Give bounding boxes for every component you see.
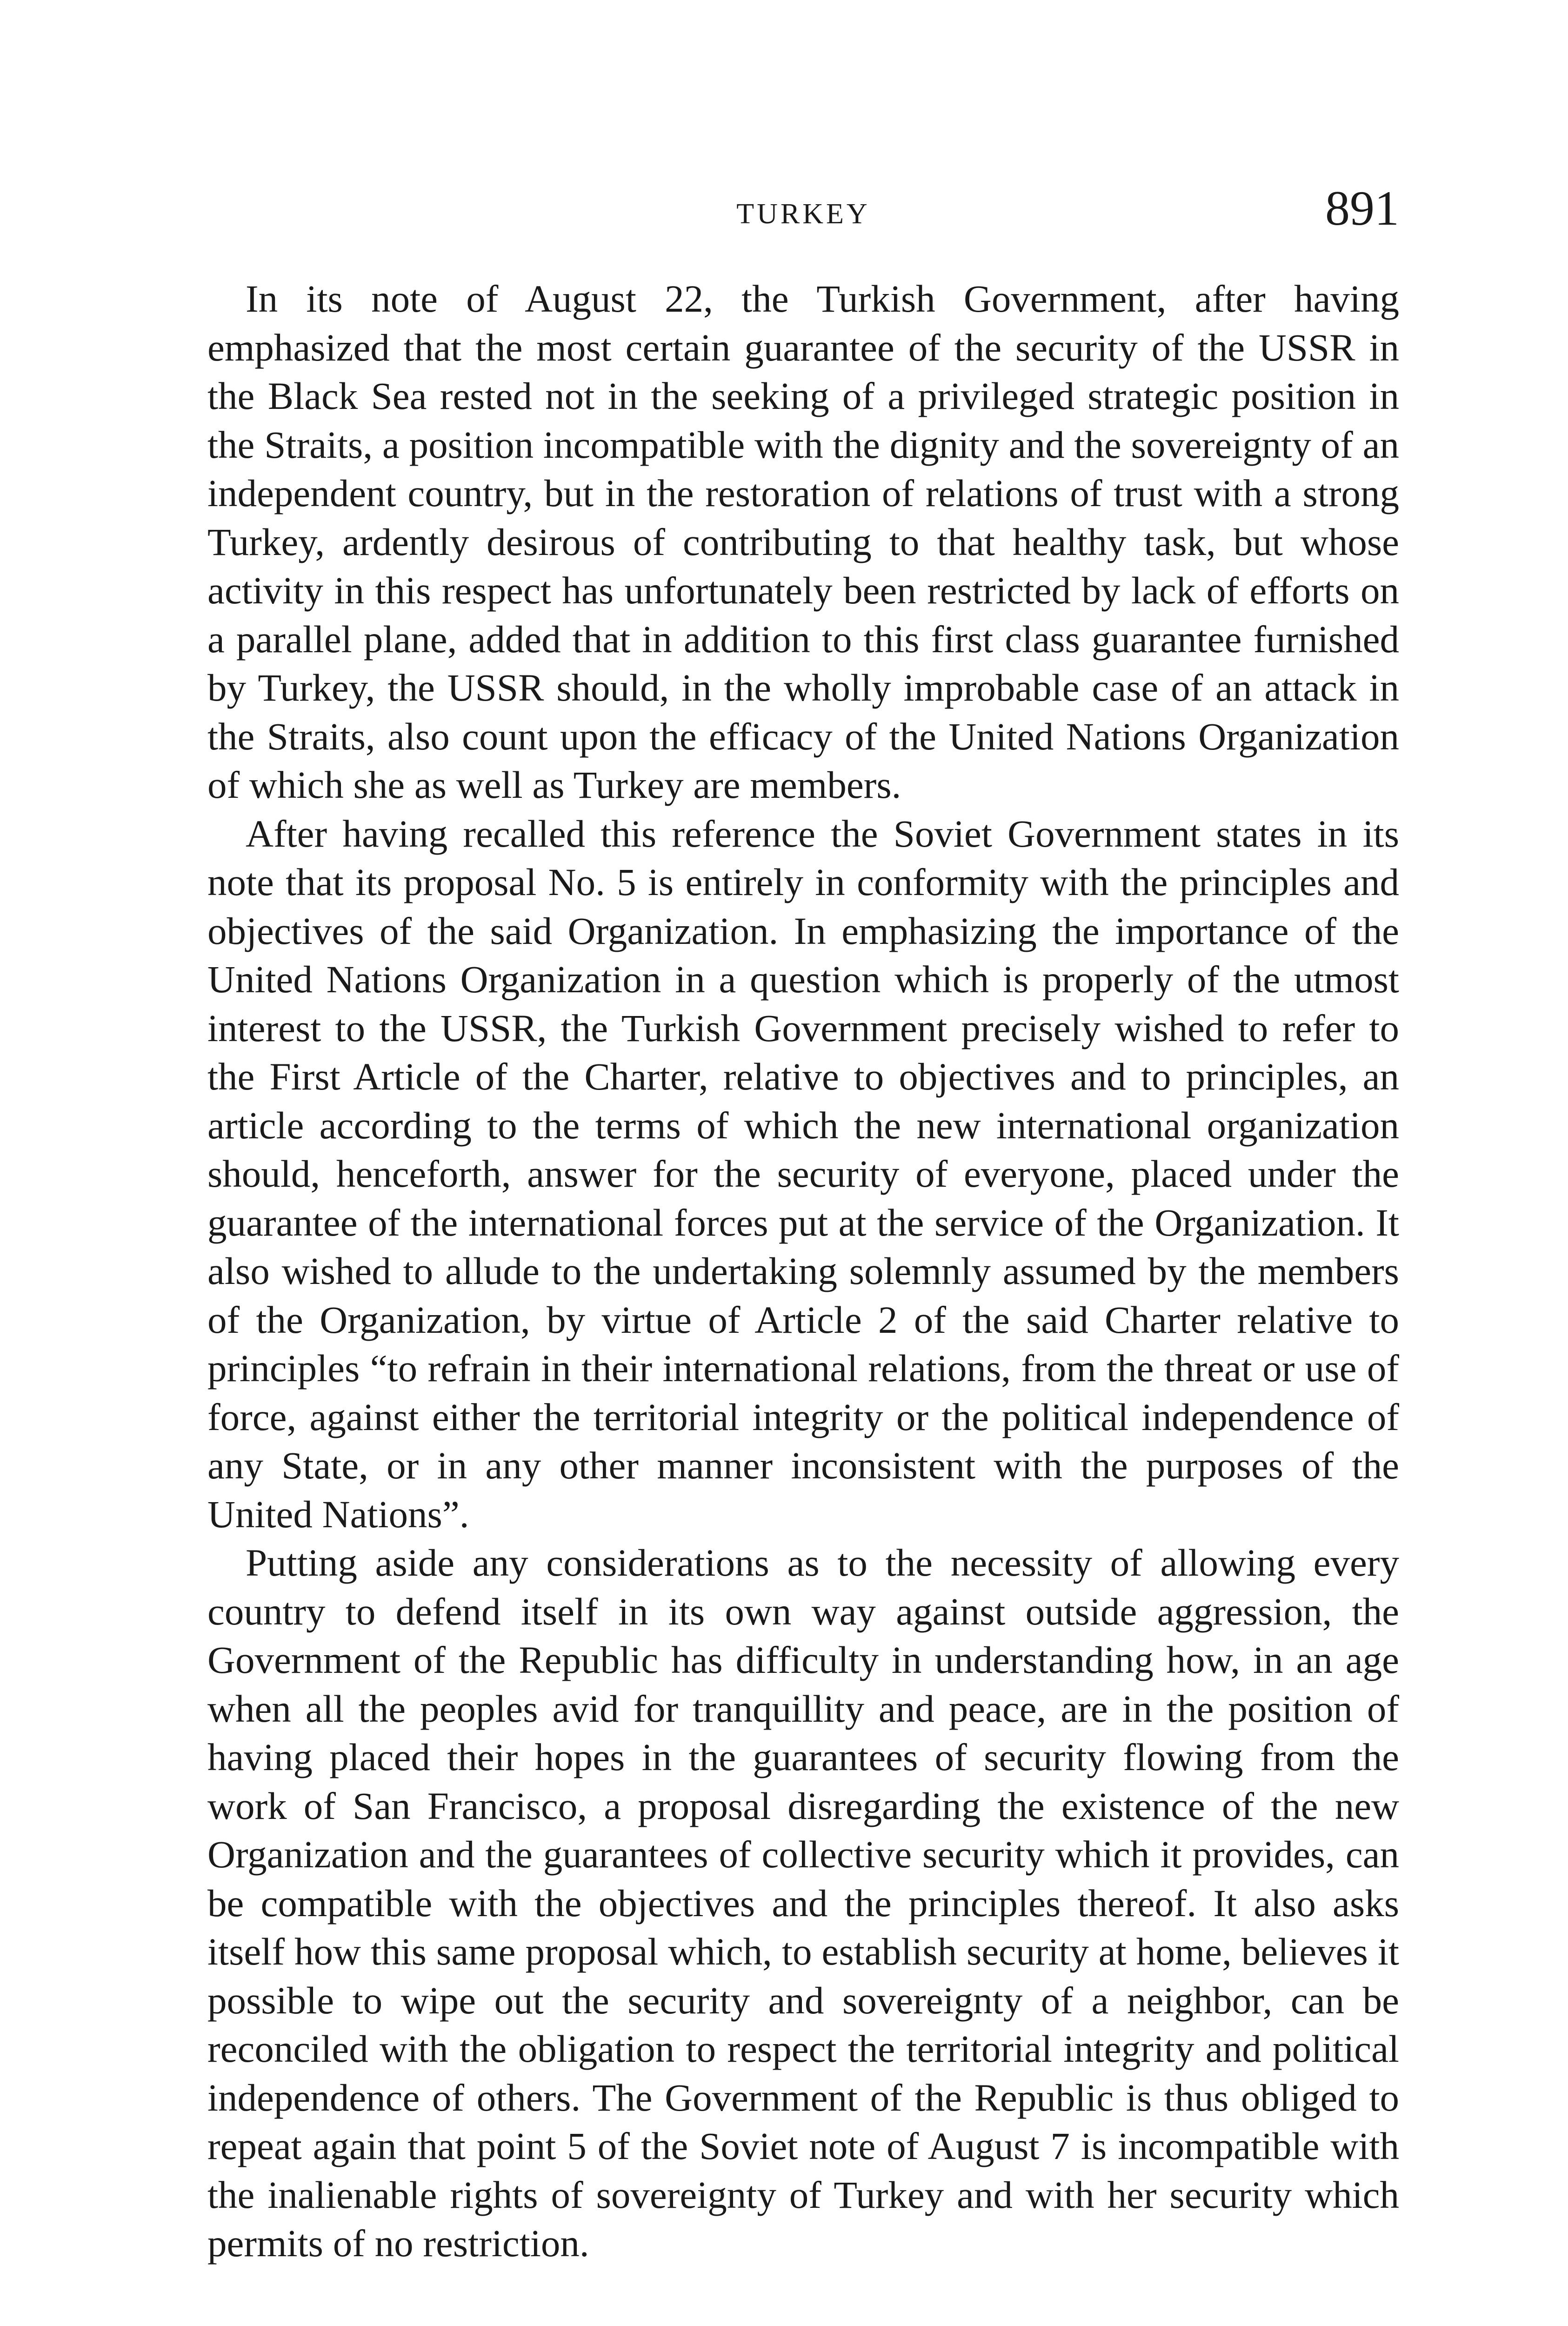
page-header [207,181,1399,254]
page-number: 891 [1325,181,1399,235]
running-head: TURKEY [736,198,870,230]
paragraph-3: Putting aside any considerations as to the necessity of allowing every country to defend itself in its own way against outside aggression, the Government of the Republic has difficulty in understanding how, in an age when all the peoples avid for tranquillity and peace, are in the position of having placed their hopes in the guarantees of security flowing from the work of San Francisco, a proposal disregarding the existence of the new Organization and the guarantees of collective security which it provides, can be compatible with the objectives and the principles thereof. It also asks itself how this same proposal which, to establish security at home, believes it possible to wipe out the security and sovereignty of a neighbor, can be reconciled with the obligation to respect the territorial integrity and political independence of others. The Government of the Republic is thus obliged to repeat again that point 5 of the Soviet note of August 7 is incompatible with the inalienable rights of sovereignty of Turkey and with her security which permits of no restriction. [207,1541,1399,2265]
paragraph-2: After having recalled this reference the Soviet Government states in its note that its proposal No. 5 is entirely in conformity with the principles and objectives of the said Organization. In emphasizing the importance of the United Nations Organization in a question which is properly of the utmost interest to the USSR, the Turkish Government precisely wished to refer to the First Article of the Charter, relative to objectives and to principles, an article according to the terms of which the new international organization should, henceforth, answer for the security of everyone, placed under the guarantee of the international forces put at the service of the Organization. It also wished to allude to the undertaking solemnly assumed by the members of the Organization, by virtue of Article 2 of the said Charter relative to principles “to refrain in their international relations, from the threat or use of force, against either the territorial integrity or the political independence of any State, or in any other manner inconsistent with the purposes of the United Nations”. [207,812,1399,1536]
body-text [207,274,1399,2268]
paragraph-1: In its note of August 22, the Turkish Government, after having emphasized that the most certain guarantee of the security of the USSR in the Black Sea rested not in the seeking of a privileged strategic position in the Straits, a position incompatible with the dignity and the sovereignty of an independent country, but in the restoration of relations of trust with a strong Turkey, ardently desirous of contributing to that healthy task, but whose activity in this respect has unfortunately been restricted by lack of efforts on a parallel plane, added that in addition to this first class guarantee furnished by Turkey, the USSR should, in the wholly improbable case of an attack in the Straits, also count upon the efficacy of the United Nations Organization of which she as well as Turkey are members. [207,277,1399,806]
